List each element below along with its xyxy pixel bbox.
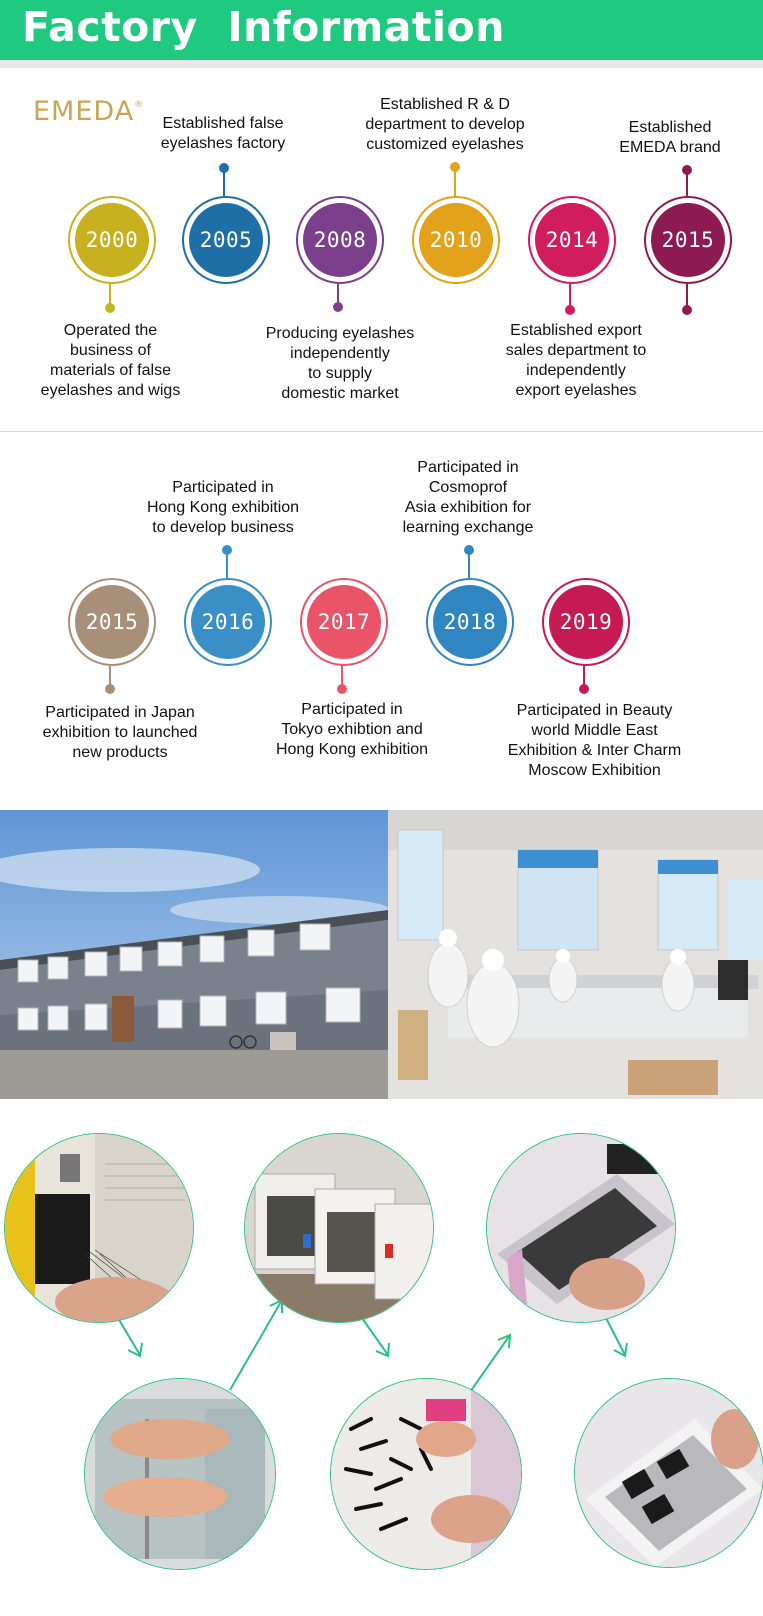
process-photo-lash-strips [4,1133,194,1323]
caption-2015b: Participated in Japan exhibition to launched new products [42,704,198,761]
year-label: 2014 [535,203,609,277]
caption-2005: Established false eyelashes factory [160,115,286,152]
year-label: 2008 [303,203,377,277]
caption-2008: Producing eyelashes independently to supply domestic market [265,325,415,402]
process-photo-sorting [330,1378,522,1570]
caption-2015-brand: Established EMEDA brand [619,119,721,156]
year-label: 2010 [419,203,493,277]
caption-2017: Participated in Tokyo exhibtion and Hong Kong exhibition [275,701,429,758]
process-photo-hands-aligning [84,1378,276,1570]
year-label: 2018 [433,585,507,659]
caption-2016: Participated in Hong Kong exhibition to develop business [146,479,300,536]
caption-2014: Established export sales department to independently export eyelashes [505,322,647,399]
caption-2000: Operated the business of materials of false eyelashes and wigs [40,322,181,399]
caption-2010: Established R & D department to develop customized eyelashes [365,96,525,153]
process-photo-ovens [244,1133,434,1323]
year-label: 2000 [75,203,149,277]
caption-2019: Participated in Beauty world Middle East Exhibition & Inter Charm Moscow Exhibition [507,702,682,779]
year-label: 2015 [75,585,149,659]
process-photo-packaging [486,1133,676,1323]
process-photo-boxed-lashes [574,1378,763,1568]
year-label: 2019 [549,585,623,659]
year-label: 2016 [191,585,265,659]
page-title: Factory Information [22,3,505,51]
caption-2018: Participated in Cosmoprof Asia exhibition for learning exchange [402,459,534,536]
year-label: 2017 [307,585,381,659]
emeda-logo: EMEDA® [33,96,145,127]
year-label: 2015 [651,203,725,277]
year-label: 2005 [189,203,263,277]
